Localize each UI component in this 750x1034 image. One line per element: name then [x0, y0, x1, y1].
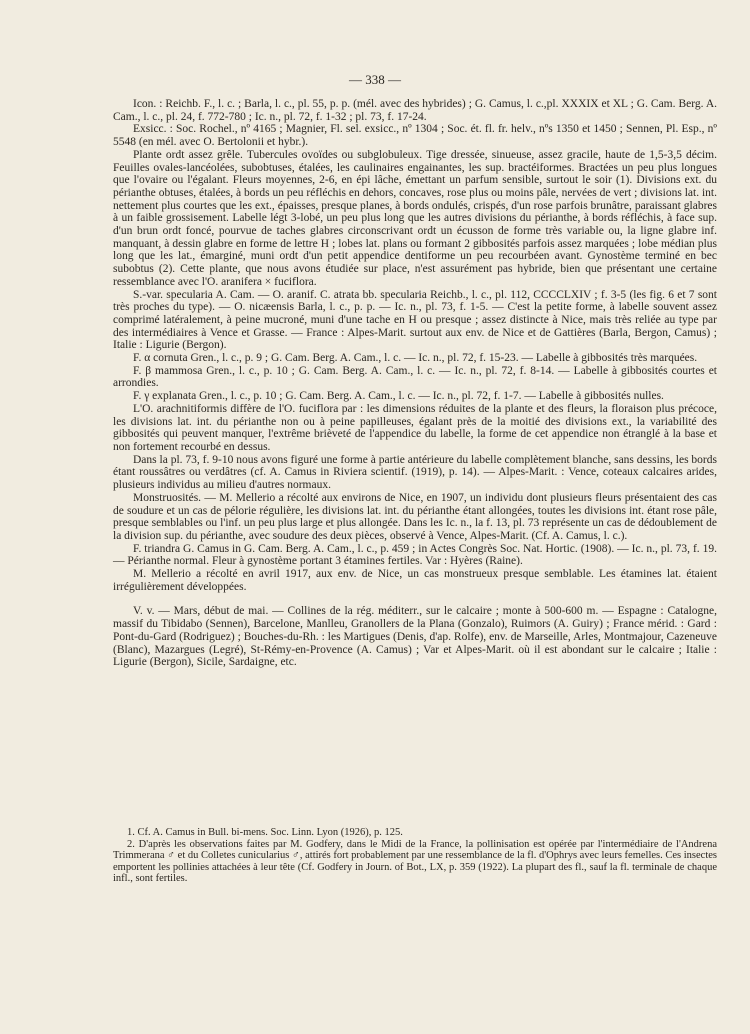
paragraph: Exsicc. : Soc. Rochel., nº 4165 ; Magnier, Fl. sel. exsicc., nº 1304 ; Soc. ét. fl. fr. helv., nºs 1350 et 1450 ; Sennen, Pl. Esp., nº 5548 (en mél. avec O. Bertolonii et hybr.).	[113, 123, 717, 149]
paragraph: Dans la pl. 73, f. 9-10 nous avons figuré une forme à partie antérieure du labelle complètement blanche, sans dessins, les bords étant roussâtres ou verdâtres (cf. A. Camus in Riviera scientif. (1919), p. 14). — Alpes-Marit. : Vence, coteaux calcaires arides, plusieurs individus au milieu d'autres normaux.	[113, 453, 717, 492]
footnote: 1. Cf. A. Camus in Bull. bi-mens. Soc. Linn. Lyon (1926), p. 125.	[127, 827, 403, 838]
main-text	[113, 98, 717, 669]
paragraph: M. Mellerio a récolté en avril 1917, aux env. de Nice, un cas monstrueux presque semblable. Les étamines lat. étaient irrégulièrement développées.	[113, 568, 717, 593]
paragraph: F. α cornuta Gren., l. c., p. 9 ; G. Cam. Berg. A. Cam., l. c. — Ic. n., pl. 72, f. 15-23. — Labelle à gibbosités très marquées.	[133, 352, 698, 365]
paragraph: L'O. arachnitiformis diffère de l'O. fuciflora par : les dimensions réduites de la plante et des fleurs, la floraison plus précoce, les divisions lat. int. du périanthe non ou à peine papilleuses, égalant près de la moitié des divisions ext., la variabilité des gibbosités qui peuvent manquer, l'extrême brièveté de l'appendice du labelle, la forme de cet appendice non étranglé à la base et non fortement recourbé en dessus.	[113, 402, 717, 453]
paragraph: Plante ordt assez grêle. Tubercules ovoïdes ou subglobuleux. Tige dressée, sinueuse, assez gracile, haute de 1,5-3,5 décim. Feuilles ovales-lancéolées, subobtuses, étalées, les caulinaires engainantes, les sup. bractéiformes. Bractées un peu plus longues que l'ovaire ou l'égalant. Fleurs moyennes, 2-6, en épi lâche, émettant un parfum sensible, surtout le soir (1). Divisions ext. du périanthe obtuses, étalées, à bords un peu réfléchis en dehors, concaves, rose plus ou moins pâle, nervées de vert ; divisions lat. int. nettement plus courtes que les ext., épaisses, presque planes, à bords ondulés, crispés, d'un rose parfois brunâtre, paraissant glabres à un faible grossisement. Labelle légt 3-lobé, un peu plus long que les autres divisions du périanthe, à bords réfléchis, à face sup. d'un brun ordt foncé, pourvue de taches glabres circonscrivant ordt un écusson de forme très variable ou, la ligne glabre inf. manquant, à dessin glabre en forme de lettre H ; lobes lat. plans ou formant 2 gibbosités parfois assez marquées ; lobe médian plus long que les lat., émarginé, muni ordt d'un petit appendice dentiforme un peu recourbéen avant. Gynostème terminé en bec subobtus (2). Cette plante, que nous avons étudiée sur place, n'est assurément pas hybride, bien que présentant une certaine ressemblance avec l'O. aranifera × fuciflora.	[113, 148, 717, 288]
paragraph: Monstruosités. — M. Mellerio a récolté aux environs de Nice, en 1907, un individu dont plusieurs fleurs présentaient des cas de soudure et un cas de pélorie régulière, les divisions lat. int. du périanthe étant allongées, toutes les divisions int. étant rose pâle, presque semblables ou l'inf. un peu plus large et plus allongée. Dans les Ic. n., la f. 13, pl. 73 représente un cas de dédoublement de la division sup. du périanthe, avec soudure des deux pièces, observé à Vence, Alpes-Marit. (Cf. A. Camus, l. c.).	[113, 491, 717, 542]
paragraph: V. v. — Mars, début de mai. — Collines de la rég. méditerr., sur le calcaire ; monte à 500-600 m. — Espagne : Catalogne, massif du Tibidabo (Sennen), Barcelone, Manlleu, Granollers de la Plana (Gonzalo), Ruimors (A. Guiry) ; France mérid. : Gard : Pont-du-Gard (Rodriguez) ; Bouches-du-Rh. : les Martigues (Denis, d'ap. Rolfe), env. de Marseille, Arles, Montmajour, Cazeneuve (Blanc), Mazargues (Legré), St-Rémy-en-Provence (A. Camus) ; Var et Alpes-Marit. où il est abondant sur le calcaire ; Italie : Ligurie (Bergon), Sicile, Sardaigne, etc.	[113, 605, 717, 669]
paragraph: S.-var. specularia A. Cam. — O. aranif. C. atrata bb. specularia Reichb., l. c., pl. 112, CCCCLXIV ; f. 3-5 (les fig. 6 et 7 sont très proches du type). — O. nicæensis Barla, l. c., p. p. — Ic. n., pl. 73, f. 1-5. — C'est la petite forme, à labelle souvent assez comprimé latéralement, à peine mucroné, muni d'une tache en H ou presque ; assez distincte à Nice, mais très reliée au type par des intermédiaires à Vence et Grasse. — France : Alpes-Marit. surtout aux env. de Nice et de Gattières (Barla, Bergon, Camus) ; Italie : Ligurie (Bergon).	[113, 288, 717, 352]
paragraph: F. triandra G. Camus in G. Cam. Berg. A. Cam., l. c., p. 459 ; in Actes Congrès Soc. Nat. Hortic. (1908). — Ic. n., pl. 73, f. 19. — Périanthe normal. Fleur à gynostème portant 3 étamines fertiles. Var : Hyères (Raine).	[113, 542, 717, 568]
footnotes	[113, 827, 717, 885]
paragraph: F. γ explanata Gren., l. c., p. 10 ; G. Cam. Berg. A. Cam., l. c. — Ic. n., pl. 72, f. 1-7. — Labelle à gibbosités nulles.	[133, 390, 664, 403]
footnote: 2. D'après les observations faites par M. Godfery, dans le Midi de la France, la pollinisation est opérée par l'intermédiaire de l'Andrena Trimmerana ♂ et du Colletes cunicularius ♂, attirés fort probablement par une ressemblance de la fl. d'Ophrys avec leurs femelles. Ces insectes emportent les pollinies attachées à leur tête (Cf. Godfery in Journ. of Bot., LX, p. 359 (1922). La plupart des fl., sauf la fl. terminale de chaque infl., sont fertiles.	[113, 838, 717, 884]
paragraph: Icon. : Reichb. F., l. c. ; Barla, l. c., pl. 55, p. p. (mél. avec des hybrides) ; G. Camus, l. c.,pl. XXXIX et XL ; G. Cam. Berg. A. Cam., l. c., pl. 24, f. 772-780 ; Ic. n., pl. 72, f. 1-32 ; pl. 73, f. 17-24.	[113, 98, 717, 123]
paragraph: F. β mammosa Gren., l. c., p. 10 ; G. Cam. Berg. A. Cam., l. c. — Ic. n., pl. 72, f. 8-14. — Labelle à gibbosités courtes et arrondies.	[113, 364, 717, 390]
page-number: — 338 —	[349, 72, 401, 87]
